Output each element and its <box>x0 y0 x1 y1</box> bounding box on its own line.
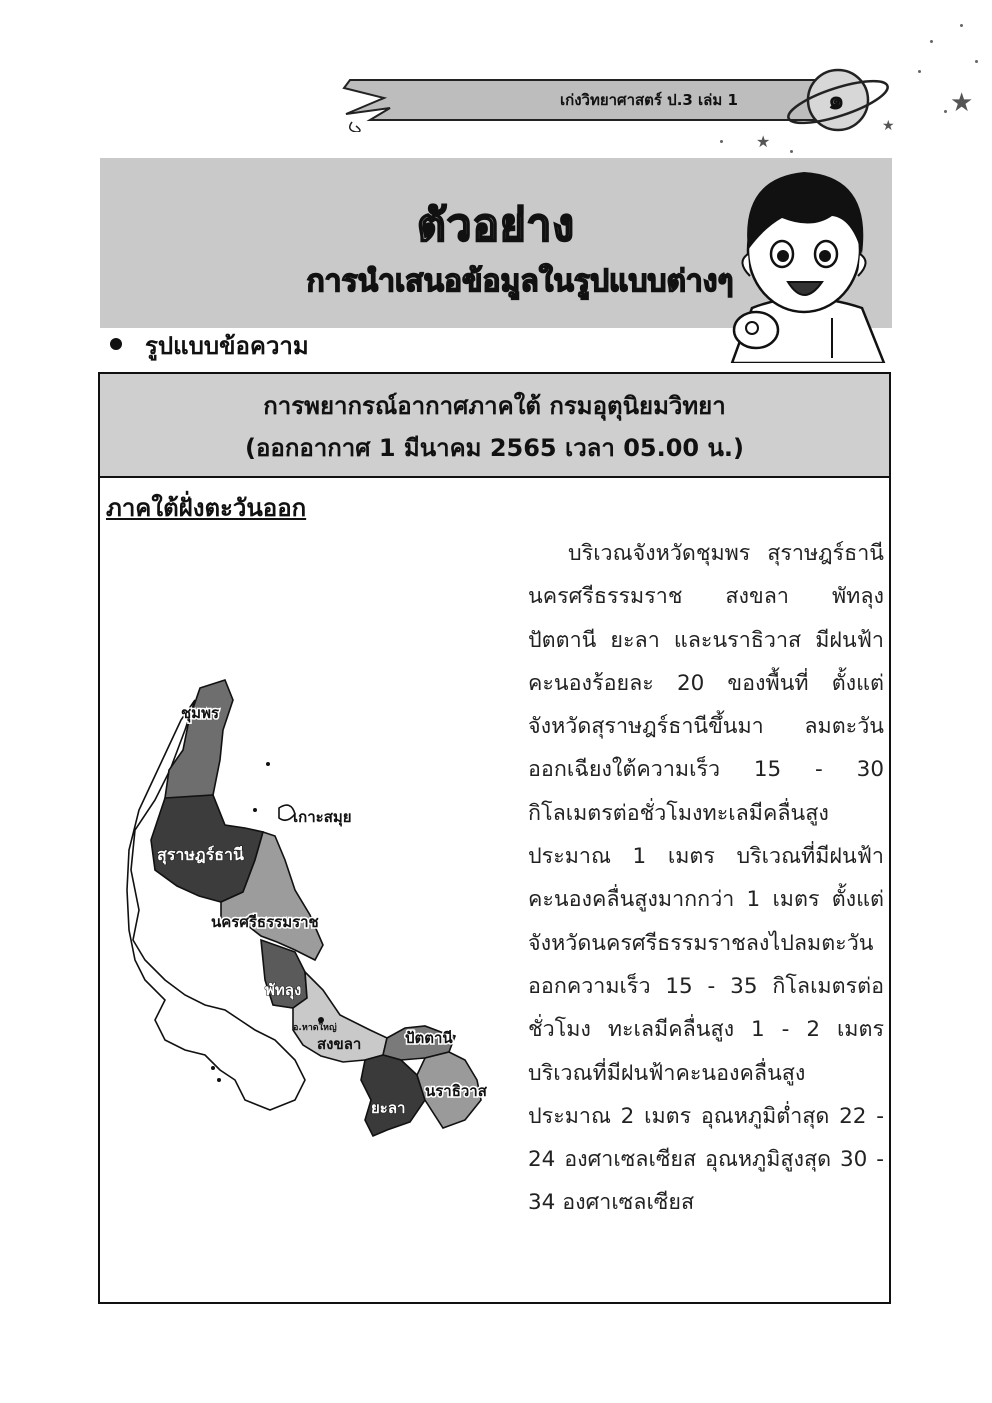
star-icon: ★ <box>882 118 895 134</box>
book-title: เก่งวิทยาศาสตร์ ป.3 เล่ม 1 <box>560 91 738 109</box>
banner-subtitle: การนำเสนอข้อมูลในรูปแบบต่างๆ <box>306 264 734 299</box>
map-label-hatyai: อ.หาดใหญ่ <box>293 1023 337 1033</box>
map-label-phatthalung: พัทลุง <box>265 981 302 999</box>
cartoon-boy-illustration <box>712 158 892 363</box>
star-icon: ★ <box>950 88 974 118</box>
map-province-yala <box>361 1055 425 1136</box>
region-title: ภาคใต้ฝั่งตะวันออก <box>106 494 307 522</box>
star-icon: ★ <box>756 132 771 151</box>
map-label-yala: ยะลา <box>371 1099 406 1117</box>
sparkle-dot <box>960 24 963 27</box>
sparkle-dot <box>930 40 933 43</box>
sparkle-dot <box>944 110 947 113</box>
southern-thailand-map <box>125 660 515 1150</box>
bullet-label: รูปแบบข้อความ <box>145 332 309 360</box>
forecast-paragraph: บริเวณจังหวัดชุมพร สุราษฎร์ธานี นครศรีธรรมราช สงขลา พัทลุง ปัตตานี ยะลา และนราธิวาส มีฝนฟ้าคะนองร้อยละ 20 ของพื้นที่ ตั้งแต่จังหวัดสุราษฎร์ธานีขึ้นมา ลมตะวันออกเฉียงใต้ความเร็ว 15 - 30 กิโลเมตรต่อชั่วโมงทะเลมีคลื่นสูงประมาณ 1 เมตร บริเวณที่มีฝนฟ้าคะนองคลื่นสูงมากกว่า 1 เมตร ตั้งแต่จังหวัดนครศรีธรรมราชลงไปลมตะวันออกความเร็ว 15 - 35 กิโลเมตรต่อชั่วโมง ทะเลมีคลื่นสูง 1 - 2 เมตร บริเวณที่มีฝนฟ้าคะนองคลื่นสูงประมาณ 2 เมตร อุณหภูมิต่ำสุด 22 - 24 องศาเซลเซียส อุณหภูมิสูงสุด 30 - 34 องศาเซลเซียส <box>528 541 884 1216</box>
map-label-koh-samui: เกาะสมุย <box>293 808 352 826</box>
bullet-icon <box>110 338 122 350</box>
map-label-songkhla: สงขลา <box>317 1035 362 1053</box>
banner-title: ตัวอย่าง <box>417 200 575 251</box>
map-label-pattani: ปัตตานี <box>405 1029 453 1047</box>
forecast-heading-line1: การพยากรณ์อากาศภาคใต้ กรมอุตุนิยมวิทยา <box>263 392 726 420</box>
map-label-surat: สุราษฎร์ธานี <box>157 845 244 864</box>
map-label-chumphon: ชุมพร <box>181 704 220 722</box>
sparkle-dot <box>720 140 723 143</box>
map-label-nakhon: นครศรีธรรมราช <box>211 913 319 931</box>
sparkle-dot <box>975 60 978 63</box>
page-number: ๑ <box>828 86 845 116</box>
forecast-body <box>528 532 884 1225</box>
sparkle-dot <box>918 70 921 73</box>
map-label-narathiwat: นราธิวาส <box>425 1082 487 1100</box>
sparkle-dot <box>790 150 793 153</box>
forecast-heading-line2: (ออกอากาศ 1 มีนาคม 2565 เวลา 05.00 น.) <box>245 434 744 462</box>
